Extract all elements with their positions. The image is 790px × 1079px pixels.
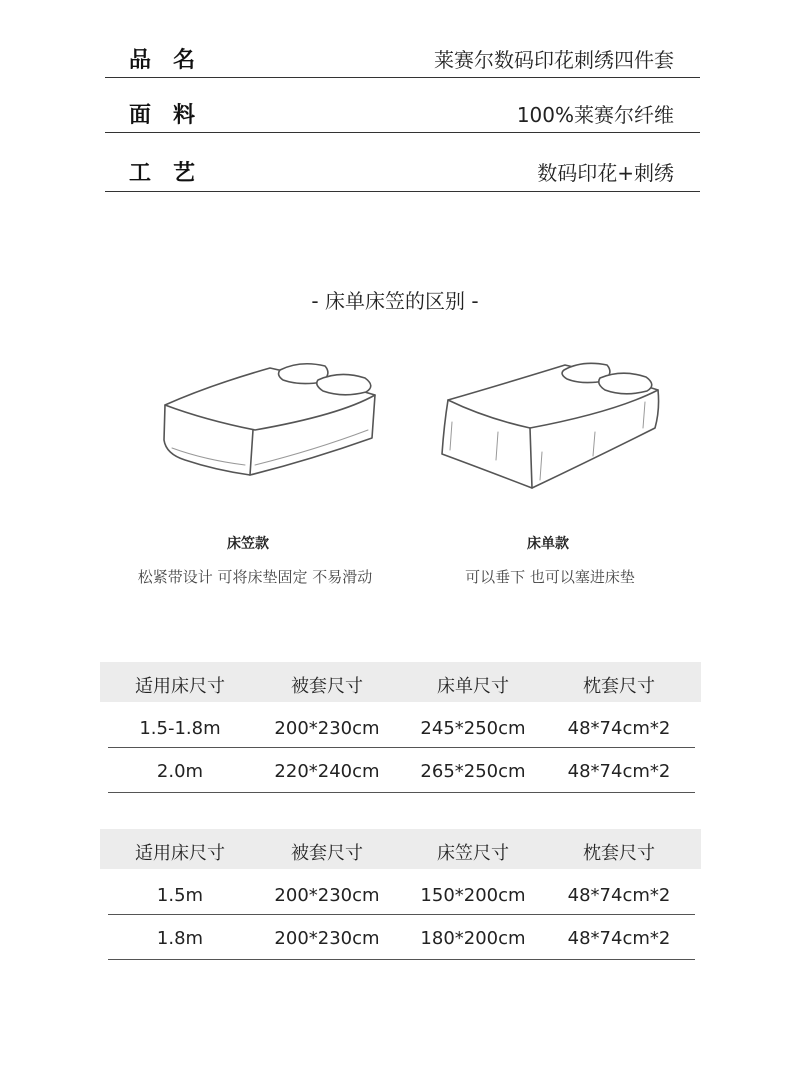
table-header [100, 662, 701, 702]
fitted-sheet-illustration [150, 350, 390, 490]
section-title: - 床单床笠的区别 - [311, 289, 479, 313]
table-cell: 48*74cm*2 [567, 761, 671, 782]
table-cell: 245*250cm [420, 718, 526, 739]
table-cell: 265*250cm [420, 761, 526, 782]
header-cell: 枕套尺寸 [583, 843, 655, 864]
table-cell: 220*240cm [274, 761, 380, 782]
table-header [100, 829, 701, 869]
flat-sheet-title: 床单款 [527, 536, 569, 552]
table-cell: 48*74cm*2 [567, 718, 671, 739]
table-cell: 1.5m [156, 885, 204, 906]
table-cell: 1.5-1.8m [139, 718, 221, 739]
header-cell: 适用床尺寸 [135, 676, 225, 697]
table-cell: 200*230cm [274, 928, 380, 949]
spec-row-fabric [105, 77, 700, 133]
table-cell: 48*74cm*2 [567, 928, 671, 949]
table-cell: 200*230cm [274, 718, 380, 739]
header-cell: 适用床尺寸 [135, 843, 225, 864]
fitted-sheet-title: 床笠款 [227, 536, 269, 552]
spec-label: 面料 [129, 103, 218, 128]
spec-value: 莱赛尔数码印花刺绣四件套 [434, 48, 674, 72]
fitted-sheet-desc: 松紧带设计 可将床垫固定 不易滑动 [137, 568, 373, 586]
table-cell: 180*200cm [420, 928, 526, 949]
header-cell: 床笠尺寸 [437, 843, 509, 864]
table-cell: 2.0m [156, 761, 204, 782]
table-row [108, 702, 695, 748]
table-row [108, 869, 695, 915]
spec-value: 100%莱赛尔纤维 [516, 103, 674, 127]
spec-label: 品名 [129, 48, 218, 73]
spec-label: 工艺 [129, 161, 218, 186]
table-cell: 200*230cm [274, 885, 380, 906]
table-row [108, 748, 695, 793]
table-cell: 48*74cm*2 [567, 885, 671, 906]
header-cell: 枕套尺寸 [583, 676, 655, 697]
header-cell: 被套尺寸 [291, 676, 363, 697]
flat-sheet-illustration [430, 350, 670, 500]
spec-value: 数码印花+刺绣 [537, 161, 674, 185]
table-cell: 1.8m [156, 928, 204, 949]
table-row [108, 915, 695, 960]
header-cell: 被套尺寸 [291, 843, 363, 864]
spec-row-craft [105, 132, 700, 192]
header-cell: 床单尺寸 [437, 676, 509, 697]
spec-row-name [105, 36, 700, 78]
table-cell: 150*200cm [420, 885, 526, 906]
flat-sheet-desc: 可以垂下 也可以塞进床垫 [465, 568, 635, 586]
